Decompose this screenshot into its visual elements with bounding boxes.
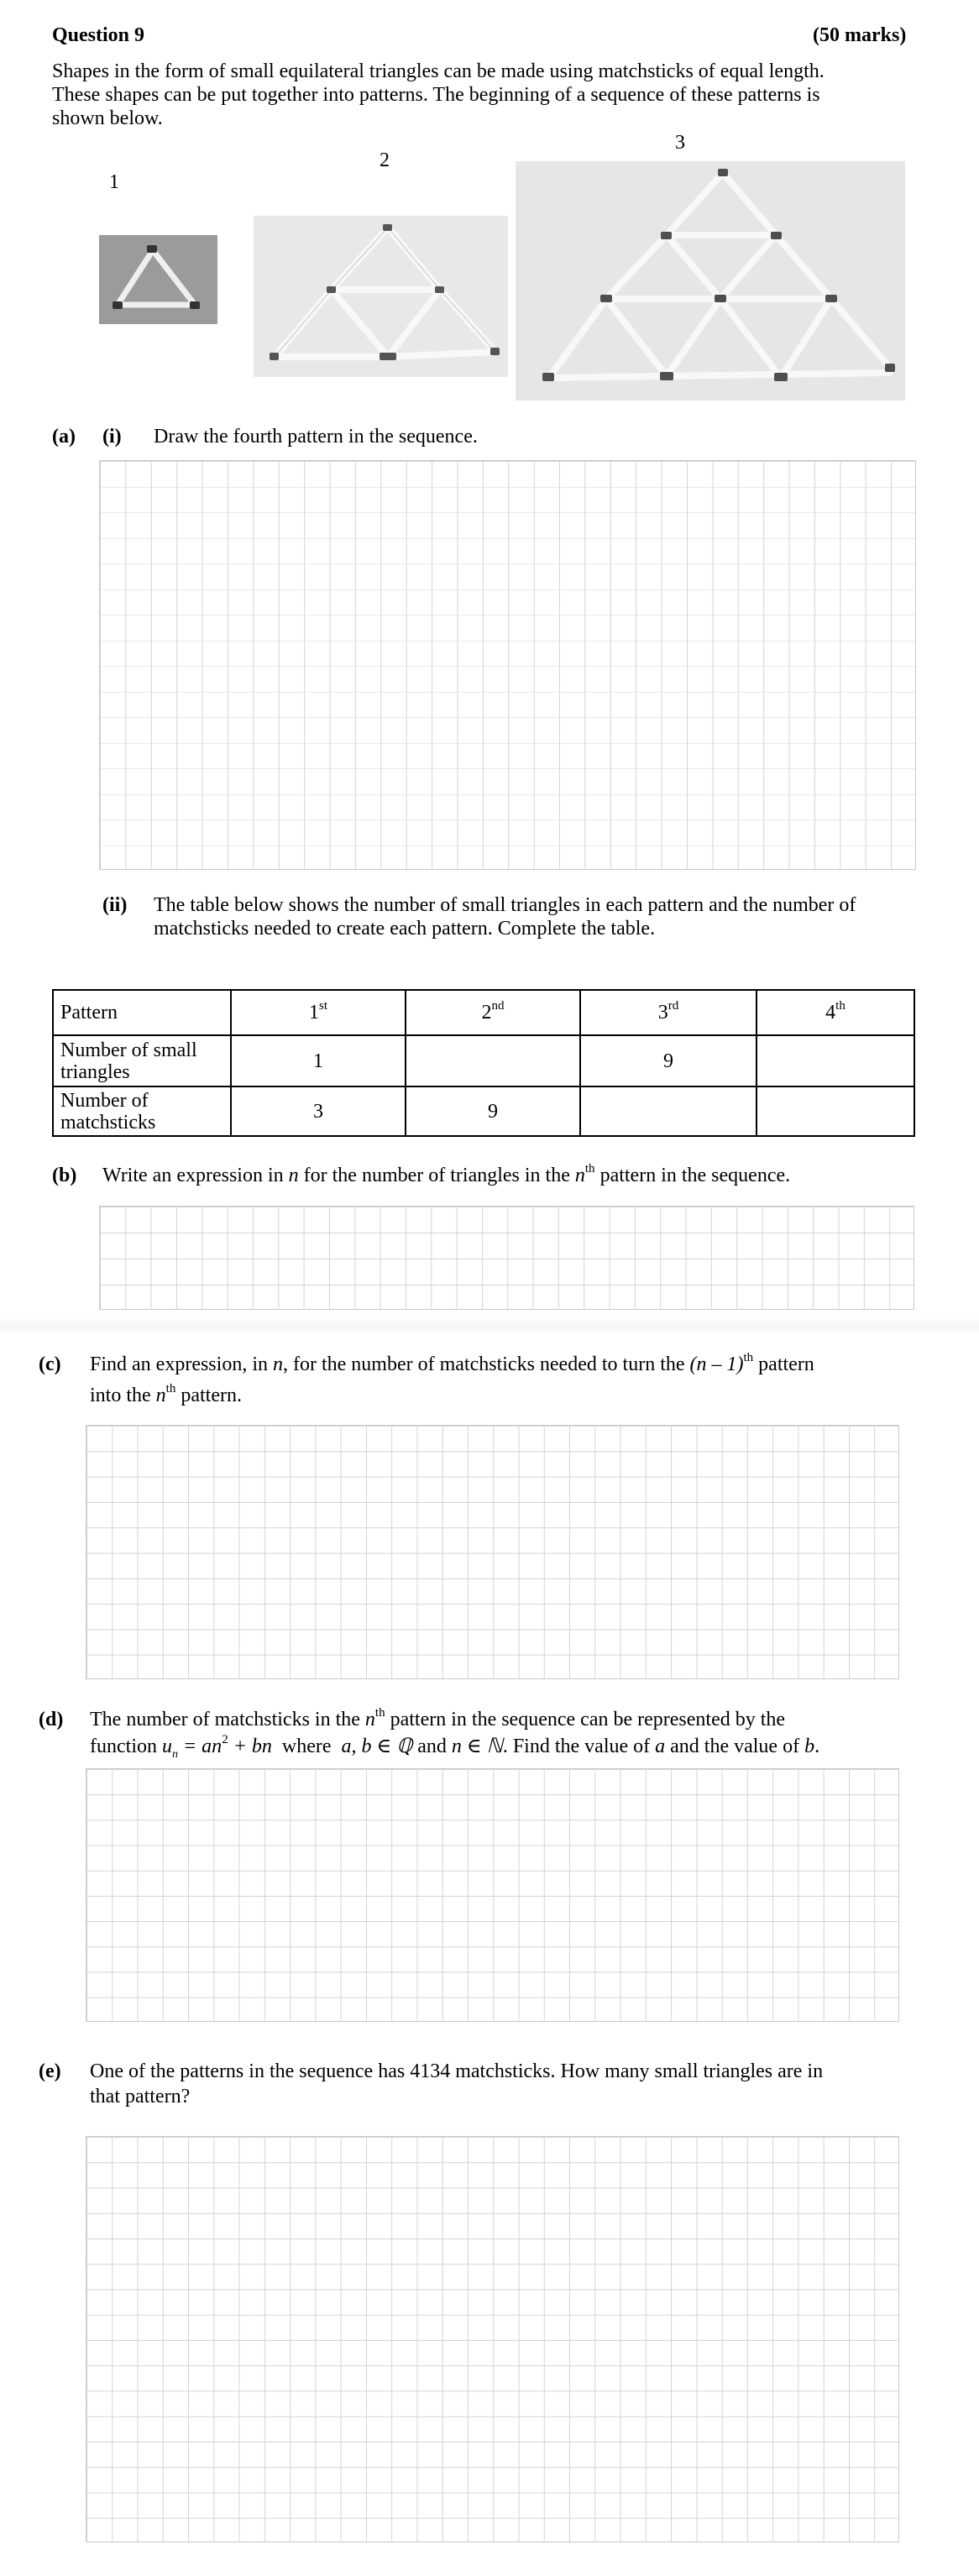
table-header-pattern: Pattern [53,990,231,1035]
table-col-1: 1st [231,990,406,1035]
part-a-i-text: Draw the fourth pattern in the sequence. [154,426,478,448]
answer-grid-e[interactable] [86,2136,899,2542]
table-col-2: 2nd [406,990,580,1035]
table-col-4: 4th [756,990,914,1035]
intro-line-2: These shapes can be put together into patterns. The beginning of a sequence of these patterns is [52,84,820,106]
marks-label: (50 marks) [813,24,907,46]
table-cell: 9 [580,1035,756,1086]
pattern-table [52,989,915,1137]
part-c-line-1: Find an expression, in n, for the number of matchsticks needed to turn the (n – 1)$^{th}$ pattern [90,1351,814,1375]
part-e-line-2: that pattern? [90,2086,191,2107]
table-row [53,1035,914,1086]
intro-line-3: shown below. [52,107,163,129]
table-cell-input[interactable] [580,1086,756,1136]
part-a-label: (a) [52,426,76,448]
table-header-matchsticks: Number of matchsticks [53,1086,231,1136]
table-cell: 9 [406,1086,580,1136]
pattern-label-2: 2 [380,149,390,171]
table-cell-input[interactable] [406,1035,580,1086]
answer-grid-c[interactable] [86,1425,899,1679]
table-row [53,1086,914,1136]
pattern-1-photo [99,235,217,324]
part-b-text: Write an expression in n for the number of triangles in the $n^{th}$ pattern in the sequence. [102,1162,791,1186]
answer-grid-a-i[interactable] [99,460,916,870]
part-d-line-1: The number of matchsticks in the $n^{th}$ pattern in the sequence can be represented by the [90,1706,786,1730]
table-cell-input[interactable] [756,1086,914,1136]
part-e-label: (e) [39,2060,61,2082]
part-e-line-1: One of the patterns in the sequence has 4134 matchsticks. How many small triangles are in [90,2060,824,2082]
table-cell: 1 [231,1035,406,1086]
pattern-3-photo [516,161,905,401]
question-title: Question 9 [52,24,145,46]
pattern-label-1: 1 [109,171,119,193]
part-a-ii-line-2: matchsticks needed to create each pattern. Complete the table. [154,918,656,940]
table-header-triangles: Number of small triangles [53,1035,231,1086]
pattern-2-photo [254,216,508,377]
part-a-i-label: (i) [102,426,122,448]
table-row [53,990,914,1035]
table-col-3: 3rd [580,990,756,1035]
part-c-line-2: into the $n^{th}$ pattern. [90,1382,242,1406]
part-d-label: (d) [39,1709,64,1730]
page-break-shadow [0,1317,979,1335]
part-a-ii-label: (ii) [102,894,128,916]
pattern-label-3: 3 [675,132,685,154]
part-d-line-2: function $u_n = an^2$ + bn where a, b ∈ ℚ and n ∈ ℕ. Find the value of a and the value of b. [90,1733,820,1761]
table-cell-input[interactable] [756,1035,914,1086]
intro-line-1: Shapes in the form of small equilateral triangles can be made using matchsticks of equal length. [52,60,825,82]
part-a-ii-line-1: The table below shows the number of small triangles in each pattern and the number of [154,894,856,916]
part-c-label: (c) [39,1353,61,1375]
table-cell: 3 [231,1086,406,1136]
part-b-label: (b) [52,1165,77,1186]
answer-grid-b[interactable] [99,1206,914,1310]
answer-grid-d[interactable] [86,1768,899,2022]
